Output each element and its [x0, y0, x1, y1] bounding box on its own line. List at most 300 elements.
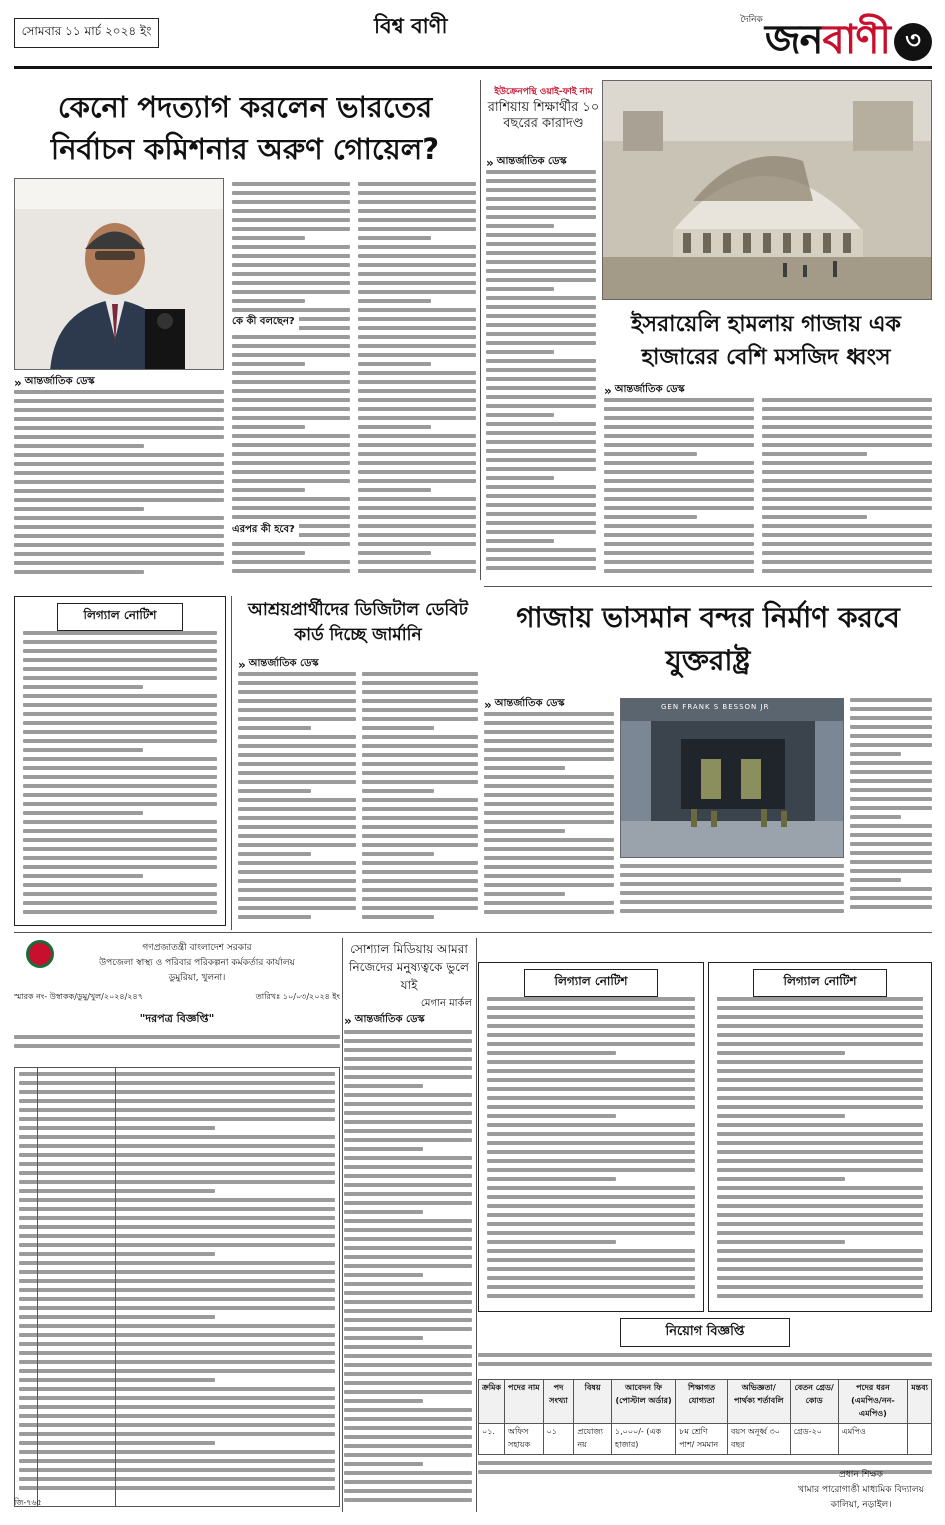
text-line: [23, 712, 217, 716]
text-line: [238, 816, 356, 820]
text-line: [604, 488, 754, 492]
text-line: [23, 793, 217, 797]
column-divider-3: [342, 938, 343, 1512]
text-line: [486, 539, 554, 543]
section-title: বিশ্ব বাণী: [374, 13, 448, 38]
job-table-column-header: আবেদন ফি (পোস্টাল অর্ডার): [611, 1380, 675, 1424]
text-line: [486, 485, 596, 489]
text-line: [487, 1123, 695, 1127]
text-line: [717, 1105, 923, 1109]
text-line: [344, 1309, 472, 1313]
text-line: [358, 362, 431, 366]
text-line: [362, 888, 478, 892]
text-line: [23, 811, 143, 815]
text-line: [358, 389, 476, 393]
text-line: [484, 892, 565, 896]
tender-org-3: ডুমুরিয়া, খুলনা।: [168, 973, 226, 983]
text-line: [850, 752, 901, 756]
text-line: [484, 802, 614, 806]
text-line: [486, 377, 596, 381]
text-line: [232, 515, 350, 519]
text-line: [604, 560, 754, 564]
text-line: [14, 561, 224, 565]
text-line: [762, 416, 932, 420]
text-line: [484, 775, 614, 779]
tender-table: [14, 1067, 340, 1507]
text-line: [486, 170, 596, 174]
text-line: [23, 784, 217, 788]
text-line: [850, 734, 932, 738]
table-row: [479, 1424, 932, 1455]
text-line: [484, 757, 614, 761]
text-line: [23, 676, 217, 680]
text-line: [487, 1024, 695, 1028]
text-line: [23, 649, 217, 653]
text-line: [344, 1435, 472, 1439]
job-signature-3: কালিয়া, নড়াইল।: [830, 1500, 892, 1510]
text-line: [604, 524, 754, 528]
text-line: [19, 1144, 335, 1148]
text-line: [23, 874, 143, 878]
text-line: [238, 744, 356, 748]
tender-notice: [14, 940, 340, 1510]
text-line: [14, 489, 224, 493]
page-number-badge: ৩: [894, 23, 932, 61]
tender-intro-lines: [14, 1035, 340, 1048]
table-cell: ১,০০০/- (এক হাজার): [611, 1424, 675, 1455]
legal-notice-2: [478, 962, 704, 1312]
text-line: [19, 1306, 335, 1310]
text-line: [762, 497, 932, 501]
text-line: [484, 748, 614, 752]
text-line: [344, 1174, 472, 1178]
russia-kicker: ইউক্রেনপন্থি ওয়াই-ফাই নাম: [494, 87, 593, 97]
text-line: [604, 425, 754, 429]
text-line: [717, 1195, 923, 1199]
text-line: [487, 1177, 616, 1181]
text-line: [19, 1225, 335, 1229]
text-line: [762, 452, 867, 456]
text-line: [362, 699, 478, 703]
tender-date: তারিখঃ ১০/০৩/২০২৪ ইং: [255, 992, 340, 1001]
text-line: [486, 386, 596, 390]
text-line: [487, 1051, 616, 1055]
text-line: [717, 1033, 923, 1037]
text-line: [487, 1276, 695, 1280]
text-line: [486, 350, 554, 354]
text-line: [486, 521, 596, 525]
text-line: [23, 820, 217, 824]
text-line: [23, 703, 217, 707]
legal-notice-1-body: [23, 631, 217, 921]
social-byline: মেগান মার্কল: [420, 998, 472, 1009]
gaza-port-headline: গাজায় ভাসমান বন্দর নির্মাণ করবে যুক্তরাষ্ট্র: [516, 601, 900, 678]
text-line: [344, 1453, 472, 1457]
text-line: [344, 1264, 472, 1268]
text-line: [358, 569, 476, 573]
text-line: [238, 843, 356, 847]
text-line: [344, 1210, 423, 1214]
text-line: [850, 878, 901, 882]
text-line: [344, 1246, 472, 1250]
text-line: [232, 281, 350, 285]
text-line: [344, 1120, 472, 1124]
text-line: [604, 452, 697, 456]
text-line: [232, 542, 350, 546]
text-line: [487, 1096, 695, 1100]
text-line: [484, 793, 614, 797]
text-line: [19, 1117, 335, 1121]
text-line: [486, 566, 596, 570]
table-cell: বয়স অনূর্ধ্ব ৩০ বছর: [727, 1424, 790, 1455]
text-line: [23, 640, 217, 644]
text-line: [762, 398, 932, 402]
text-line: [486, 278, 596, 282]
text-line: [19, 1189, 215, 1193]
text-line: [604, 416, 754, 420]
text-line: [717, 1186, 923, 1190]
text-line: [486, 512, 596, 516]
text-line: [344, 1228, 472, 1232]
text-line: [238, 690, 356, 694]
text-line: [19, 1243, 335, 1247]
legal-notice-1-title: লিগ্যাল নোটিশ: [57, 603, 183, 631]
text-line: [232, 416, 350, 420]
germany-lines-2: [362, 672, 478, 919]
text-line: [604, 398, 754, 402]
social-desk: [344, 1012, 474, 1029]
text-line: [14, 426, 224, 430]
text-line: [238, 762, 356, 766]
text-line: [358, 371, 476, 375]
text-line: [486, 314, 596, 318]
germany-desk: [238, 656, 388, 673]
goel-photo: [14, 178, 224, 370]
legal-notice-2-lines: [487, 997, 695, 1298]
text-line: [344, 1489, 472, 1493]
text-line: [344, 1156, 472, 1160]
text-line: [232, 200, 350, 204]
legal-notice-3-title: লিগ্যাল নোটিশ: [753, 969, 886, 997]
text-line: [486, 269, 596, 273]
text-line: [358, 227, 476, 231]
text-line: [232, 308, 350, 312]
text-line: [487, 1114, 616, 1118]
text-line: [238, 879, 356, 883]
navy-ship-image: [621, 699, 844, 858]
text-line: [620, 864, 844, 868]
text-line: [620, 891, 844, 895]
text-line: [238, 681, 356, 685]
text-line: [19, 1180, 335, 1184]
text-line: [362, 789, 434, 793]
text-line: [19, 1261, 335, 1265]
text-line: [486, 296, 596, 300]
job-signature-1: প্রধান শিক্ষক: [838, 1470, 884, 1480]
text-line: [484, 712, 614, 716]
text-line: [14, 525, 224, 529]
text-line: [344, 1345, 472, 1349]
tender-footer-code: জি-৭৬৫: [14, 1498, 42, 1507]
text-line: [344, 1084, 423, 1088]
text-line: [238, 825, 356, 829]
text-line: [344, 1075, 472, 1079]
text-line: [19, 1099, 335, 1103]
text-line: [762, 506, 932, 510]
table-cell: প্রযোজ্য নয়: [574, 1424, 612, 1455]
text-line: [19, 1423, 335, 1427]
text-line: [486, 305, 596, 309]
text-line: [362, 780, 478, 784]
text-line: [232, 272, 350, 276]
text-line: [358, 290, 476, 294]
text-line: [232, 299, 305, 303]
text-line: [238, 753, 356, 757]
text-line: [19, 1477, 335, 1481]
russia-body: [486, 170, 596, 580]
logo-wordmark: [765, 8, 890, 75]
text-line: [717, 1087, 923, 1091]
text-line: [232, 506, 350, 510]
text-line: [14, 444, 144, 448]
text-line: [358, 398, 476, 402]
text-line: [717, 1213, 923, 1217]
text-line: [238, 771, 356, 775]
gaza-mosque-desk: [604, 382, 754, 399]
text-line: [19, 1252, 215, 1256]
germany-lines-1: [238, 672, 356, 919]
text-line: [362, 807, 478, 811]
text-line: [717, 1123, 923, 1127]
text-line: [362, 717, 478, 721]
text-line: [344, 1291, 472, 1295]
text-line: [604, 569, 754, 573]
text-line: [14, 534, 224, 538]
text-line: [238, 906, 356, 910]
text-line: [358, 488, 431, 492]
text-line: [362, 744, 478, 748]
text-line: [238, 897, 356, 901]
text-line: [484, 865, 614, 869]
goel-subhead-1: কে কী বলছেন?: [232, 314, 299, 331]
text-line: [238, 780, 356, 784]
text-line: [344, 1183, 472, 1187]
text-line: [850, 896, 932, 900]
text-line: [487, 1105, 695, 1109]
text-line: [484, 856, 614, 860]
job-notice-intro-lines: [478, 1353, 932, 1366]
goel-desk: [14, 374, 224, 391]
text-line: [23, 883, 217, 887]
text-line: [717, 1051, 845, 1055]
text-line: [23, 892, 217, 896]
text-line: [358, 335, 476, 339]
text-line: [487, 1150, 695, 1154]
goel-headline: কেনো পদত্যাগ করলেন ভারতের নির্বাচন কমিশনার অরুণ গোয়েল?: [50, 90, 440, 167]
text-line: [238, 888, 356, 892]
goel-body-lines-2: [232, 182, 350, 573]
text-line: [484, 901, 614, 905]
text-line: [358, 317, 476, 321]
text-line: [484, 910, 614, 914]
gaza-port-desk-text: » আন্তর্জাতিক ডেস্ক: [494, 698, 565, 709]
text-line: [232, 461, 350, 465]
text-line: [362, 726, 434, 730]
column-divider-1: [480, 80, 481, 580]
text-line: [362, 735, 478, 739]
text-line: [484, 784, 614, 788]
text-line: [604, 551, 754, 555]
text-line: [604, 461, 754, 465]
text-line: [232, 398, 350, 402]
text-line: [850, 725, 932, 729]
text-line: [23, 667, 217, 671]
text-line: [717, 997, 923, 1001]
tender-title: "দরপত্র বিজ্ঞপ্তি": [139, 1012, 215, 1025]
text-line: [486, 359, 596, 363]
text-line: [484, 838, 614, 842]
text-line: [487, 1294, 695, 1298]
text-line: [232, 209, 350, 213]
text-line: [358, 380, 476, 384]
gaza-mosque-body-col2: [762, 398, 932, 578]
text-line: [14, 471, 224, 475]
text-line: [344, 1237, 472, 1241]
text-line: [358, 299, 431, 303]
text-line: [487, 1015, 695, 1019]
text-line: [850, 797, 932, 801]
text-line: [23, 757, 217, 761]
text-line: [850, 698, 932, 702]
text-line: [358, 416, 476, 420]
text-line: [604, 542, 754, 546]
social-lines: [344, 1030, 472, 1502]
text-line: [19, 1153, 335, 1157]
text-line: [717, 1132, 923, 1136]
legal-notice-3-lines: [717, 997, 923, 1298]
text-line: [23, 829, 217, 833]
text-line: [486, 332, 596, 336]
text-line: [717, 1159, 923, 1163]
text-line: [362, 852, 434, 856]
text-line: [362, 906, 478, 910]
text-line: [478, 1461, 932, 1465]
text-line: [23, 685, 143, 689]
text-line: [762, 479, 932, 483]
legal-notice-1: [14, 596, 226, 926]
job-notice-intro: [478, 1353, 932, 1375]
text-line: [344, 1102, 472, 1106]
text-line: [19, 1459, 335, 1463]
text-line: [358, 344, 476, 348]
text-line: [19, 1162, 335, 1166]
text-line: [23, 730, 217, 734]
text-line: [762, 569, 932, 573]
text-line: [850, 860, 932, 864]
tender-ref-row: [14, 991, 340, 1004]
text-line: [362, 690, 478, 694]
text-line: [358, 560, 476, 564]
text-line: [850, 770, 932, 774]
text-line: [762, 470, 932, 474]
text-line: [484, 820, 614, 824]
text-line: [486, 476, 554, 480]
text-line: [14, 552, 224, 556]
table-cell: এমপিও: [838, 1424, 908, 1455]
text-line: [19, 1135, 335, 1139]
text-line: [19, 1270, 335, 1274]
text-line: [486, 287, 554, 291]
text-line: [486, 188, 596, 192]
text-line: [232, 182, 350, 186]
text-line: [358, 407, 476, 411]
text-line: [238, 726, 311, 730]
text-line: [620, 882, 844, 886]
text-line: [484, 730, 614, 734]
text-line: [762, 560, 932, 564]
text-line: [23, 631, 217, 635]
text-line: [717, 1249, 923, 1253]
text-line: [850, 905, 932, 909]
text-line: [19, 1234, 335, 1238]
job-notice-title: নিয়োগ বিজ্ঞপ্তি: [620, 1318, 790, 1347]
text-line: [358, 443, 476, 447]
text-line: [344, 1327, 472, 1331]
text-line: [344, 1192, 472, 1196]
text-line: [344, 1390, 472, 1394]
text-line: [344, 1336, 423, 1340]
text-line: [487, 1141, 695, 1145]
gaza-port-lines-1: [484, 712, 614, 914]
text-line: [850, 833, 932, 837]
text-line: [344, 1111, 472, 1115]
text-line: [717, 1231, 923, 1235]
text-line: [344, 1462, 423, 1466]
germany-body-col2: [362, 672, 478, 930]
text-line: [486, 548, 596, 552]
russia-desk-text: » আন্তর্জাতিক ডেস্ক: [496, 156, 567, 167]
goel-desk-text: » আন্তর্জাতিক ডেস্ক: [24, 376, 95, 387]
text-line: [487, 1186, 695, 1190]
text-line: [14, 390, 224, 394]
text-line: [238, 798, 356, 802]
text-line: [232, 443, 350, 447]
text-line: [232, 569, 350, 573]
text-line: [850, 851, 932, 855]
text-line: [486, 422, 596, 426]
text-line: [344, 1282, 472, 1286]
issue-date: সোমবার ১১ মার্চ ২০২৪ ইং: [14, 18, 159, 48]
text-line: [358, 542, 476, 546]
text-line: [850, 815, 901, 819]
text-line: [362, 861, 478, 865]
text-line: [358, 470, 476, 474]
text-line: [23, 775, 217, 779]
goel-subhead-2: এরপর কী হবে?: [232, 522, 299, 539]
text-line: [344, 1408, 472, 1412]
text-line: [358, 281, 476, 285]
text-line: [23, 847, 217, 851]
text-line: [232, 425, 305, 429]
germany-desk-text: » আন্তর্জাতিক ডেস্ক: [248, 658, 319, 669]
text-line: [762, 524, 932, 528]
text-line: [358, 191, 476, 195]
text-line: [604, 497, 754, 501]
gaza-port-body-col2: [850, 698, 932, 922]
text-line: [717, 1285, 923, 1289]
text-line: [344, 1498, 472, 1502]
gaza-mosque-body-col1: [604, 398, 754, 578]
